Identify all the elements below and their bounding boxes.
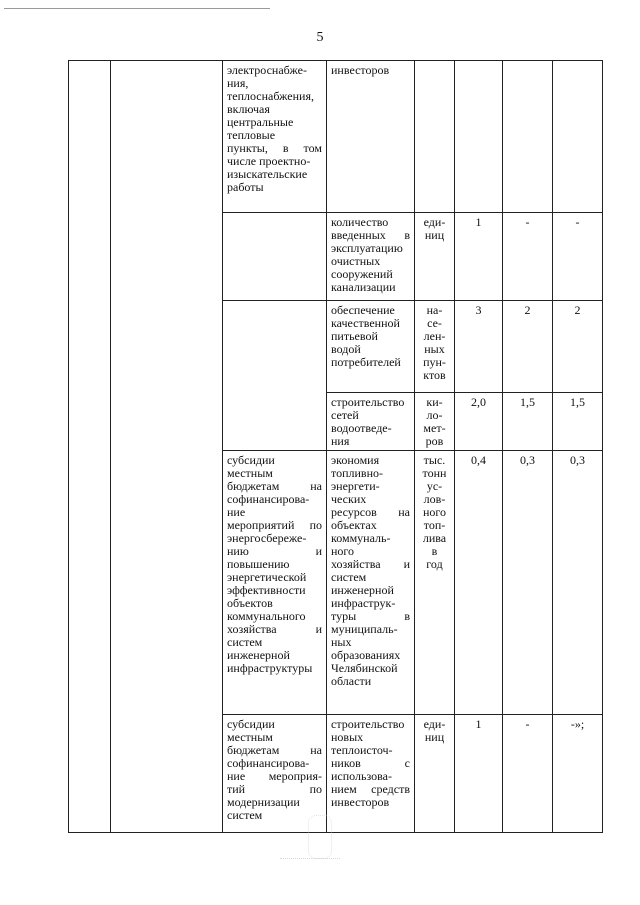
measure-cell: [223, 451, 327, 715]
task-column: [111, 61, 223, 833]
cell-line: области: [331, 674, 372, 688]
cell-line: софинансирова-: [227, 756, 310, 770]
cell-line: лива: [422, 531, 447, 545]
cell-line: еди-: [423, 215, 446, 229]
cell-line: систем: [227, 808, 263, 822]
cell-line: сооружений: [331, 267, 393, 281]
cell-line: топливно-: [331, 466, 384, 480]
measure-cell: [223, 213, 327, 301]
value-cell: [553, 61, 603, 213]
cell-line: лен-: [423, 329, 446, 343]
cell-line: бюджетам на: [227, 743, 322, 757]
unit-cell: [415, 715, 455, 833]
cell-line: включая: [227, 102, 270, 116]
cell-line: местным: [227, 730, 273, 744]
cell-line: модернизации: [227, 795, 300, 809]
cell-line: количество: [331, 215, 389, 229]
cell-line: теплоснабжения,: [227, 89, 314, 103]
cell-line: ние: [227, 505, 246, 519]
number-column: [69, 61, 111, 833]
unit-cell: [415, 393, 455, 451]
cell-line: энергети-: [331, 479, 380, 493]
value-cell: [455, 61, 503, 213]
cell-line: введенных в: [331, 228, 410, 242]
table-row: [69, 61, 603, 213]
cell-line: энергосбереже-: [227, 531, 307, 545]
cell-line: ктов: [423, 368, 446, 382]
value-cell: 1: [455, 715, 503, 833]
page-number: 5: [316, 30, 324, 45]
cell-line: нием средств: [331, 782, 410, 796]
value-cell: 1,5: [503, 393, 553, 451]
cell-line: софинансирова-: [227, 492, 310, 506]
cell-line: ников с: [331, 756, 410, 770]
cell-line: водоотведе-: [331, 421, 392, 435]
cell-line: топ-: [423, 518, 446, 532]
unit-cell: [415, 301, 455, 393]
cell-line: местным: [227, 466, 273, 480]
cell-line: ческих: [331, 492, 367, 506]
cell-line: ного: [422, 505, 447, 519]
cell-line: туры в: [331, 609, 410, 623]
cell-line: очистных: [331, 254, 381, 268]
cell-line: потребителей: [331, 355, 401, 369]
program-table: [68, 60, 603, 833]
value-cell: 1,5: [553, 393, 603, 451]
cell-line: ус-: [426, 479, 443, 493]
cell-line: хозяйства и: [331, 557, 410, 571]
cell-line: экономия: [331, 453, 380, 467]
scan-artifact: [308, 815, 332, 859]
cell-line: ния,: [227, 76, 249, 90]
cell-line: качественной: [331, 316, 400, 330]
cell-line: ло-: [426, 408, 443, 422]
cell-line: на-: [426, 303, 443, 317]
cell-line: бюджетам на: [227, 479, 322, 493]
cell-line: ных: [331, 635, 352, 649]
cell-line: питьевой: [331, 329, 378, 343]
cell-line: инфраструк-: [331, 596, 396, 610]
cell-line: систем: [227, 635, 263, 649]
cell-line: объектов: [227, 596, 273, 610]
cell-line: ния: [331, 434, 350, 448]
cell-line: субсидии: [227, 717, 275, 731]
cell-line: сетей: [331, 408, 359, 422]
cell-line: строительство: [331, 717, 405, 731]
cell-line: тепловые: [227, 128, 276, 142]
cell-line: тонн: [422, 466, 447, 480]
cell-line: инженерной: [331, 583, 394, 597]
cell-line: лов-: [423, 492, 446, 506]
cell-line: год: [426, 557, 443, 571]
value-cell: 3: [455, 301, 503, 393]
cell-line: систем: [331, 570, 367, 584]
measure-cell: [223, 715, 327, 833]
cell-line: нию и: [227, 544, 322, 558]
cell-line: работы: [227, 180, 264, 194]
cell-line: Челябинской: [331, 661, 398, 675]
cell-line: в: [431, 544, 438, 558]
cell-line: инфраструктуры: [227, 661, 313, 675]
indicator-cell: [327, 451, 415, 715]
value-cell: 1: [455, 213, 503, 301]
indicator-cell: [327, 715, 415, 833]
cell-line: теплоисточ-: [331, 743, 393, 757]
cell-line: ниц: [424, 730, 445, 744]
cell-line: хозяйства и: [227, 622, 322, 636]
cell-line: центральные: [227, 115, 294, 129]
indicator-cell: инвесторов: [327, 61, 415, 213]
cell-line: эффективности: [227, 583, 306, 597]
indicator-cell: [327, 301, 415, 393]
scan-artifact: [280, 858, 340, 859]
cell-line: се-: [427, 316, 442, 330]
cell-line: изыскательские: [227, 167, 308, 181]
value-cell: -: [503, 715, 553, 833]
measure-cell: [223, 301, 327, 451]
cell-line: ние мероприя-: [227, 769, 322, 783]
value-cell: 2: [553, 301, 603, 393]
cell-line: мероприятий по: [227, 518, 322, 532]
value-cell: 2,0: [455, 393, 503, 451]
cell-line: канализации: [331, 280, 396, 294]
cell-line: ки-: [426, 395, 443, 409]
cell-line: числе проектно-: [227, 154, 311, 168]
cell-line: ресурсов на: [331, 505, 410, 519]
header-rule: [4, 8, 270, 9]
cell-line: строительство: [331, 395, 405, 409]
cell-line: пун-: [423, 355, 446, 369]
value-cell: 2: [503, 301, 553, 393]
value-cell: 0,3: [553, 451, 603, 715]
cell-line: субсидии: [227, 453, 275, 467]
cell-line: тыс.: [423, 453, 446, 467]
indicator-cell: [327, 393, 415, 451]
value-cell: 0,3: [503, 451, 553, 715]
unit-cell: [415, 451, 455, 715]
cell-line: энергетической: [227, 570, 307, 584]
unit-cell: [415, 213, 455, 301]
cell-line: ных: [424, 342, 445, 356]
cell-line: образованиях: [331, 648, 401, 662]
cell-line: ниц: [424, 228, 445, 242]
cell-line: эксплуатацию: [331, 241, 403, 255]
value-cell: -: [553, 213, 603, 301]
cell-line: ров: [425, 434, 444, 448]
cell-line: тий по: [227, 782, 322, 796]
cell-line: инвесторов: [331, 795, 390, 809]
cell-line: использова-: [331, 769, 392, 783]
measure-cell: [223, 61, 327, 213]
cell-line: водой: [331, 342, 361, 356]
value-cell: 0,4: [455, 451, 503, 715]
cell-line: повышению: [227, 557, 290, 571]
cell-line: коммуналь-: [331, 531, 391, 545]
cell-line: коммунального: [227, 609, 306, 623]
cell-line: новых: [331, 730, 364, 744]
cell-line: еди-: [423, 717, 446, 731]
value-cell: [503, 61, 553, 213]
cell-line: электроснабже-: [227, 63, 307, 77]
cell-line: муниципаль-: [331, 622, 398, 636]
cell-line: инженерной: [227, 648, 290, 662]
cell-line: обеспечение: [331, 303, 395, 317]
value-cell: -»;: [553, 715, 603, 833]
cell-line: мет-: [423, 421, 446, 435]
unit-cell: [415, 61, 455, 213]
cell-line: ного: [331, 544, 355, 558]
indicator-cell: [327, 213, 415, 301]
cell-line: пункты, в том: [227, 141, 322, 155]
value-cell: -: [503, 213, 553, 301]
cell-line: объектах: [331, 518, 377, 532]
